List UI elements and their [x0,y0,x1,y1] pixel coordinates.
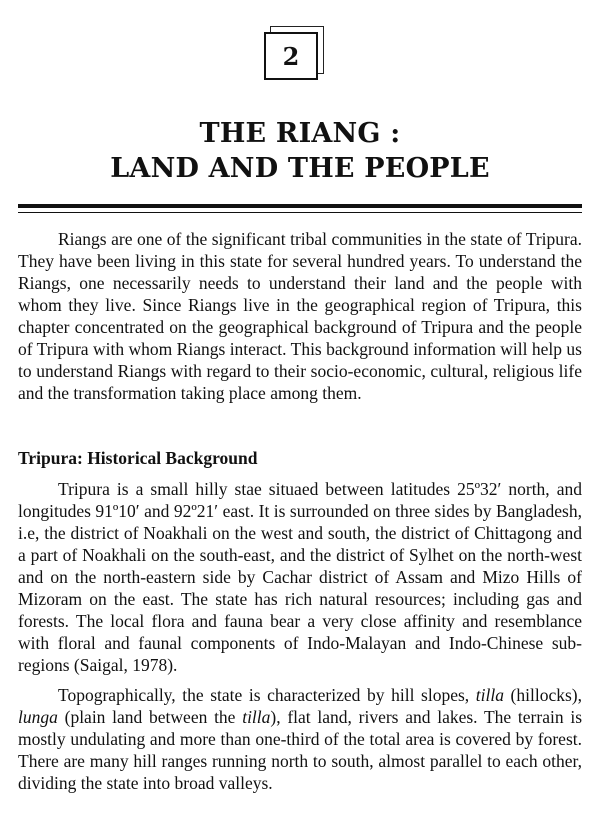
intro-paragraph: Riangs are one of the significant tribal communities in the state of Tripura. They have been living in this state for several hundred years. To understand the Riangs, one necessarily needs to understand their land and the people with whom they live. Since Riangs live in the geographical region of Tripura, this chapter concentrated on the geographical background of Tripura and the people of Tripura with whom Riangs interact. This background information will help us to understand Riangs with regard to their socio-economic, cultural, religious life and the transformation taking place among them. [18,229,582,403]
chapter-number: 2 [264,32,318,80]
term-lunga: lunga [18,707,58,727]
term-tilla: tilla [475,685,504,705]
section-paragraph-1: Tripura is a small hilly stae situaed between latitudes 25º32′ north, and longitudes 91º10′ and 92º21′ east. It is surrounded on three sides by Bangladesh, i.e, the district of Noakhali on the west and south, the district of Chittagong and a part of Noakhali on the south-east, and the district of Sylhet on the north-west and on the north-eastern side by Cachar district of Assam and Mizo Hills of Mizoram on the east. The state has rich natural resources; including gas and forests. The local flora and fauna bear a very close affinity and resemblance with floral and faunal components of Indo-Malayan and Indo-Chinese sub-regions (Saigal, 1978). [18,479,582,675]
paragraph-2-text-a: Topographically, the state is characterized by hill slopes, [58,685,476,705]
section-paragraph-2 [18,684,582,794]
chapter-number-box [264,32,318,80]
title-divider-thin [18,212,582,213]
chapter-title-line-2: LAND AND THE PEOPLE [110,153,490,184]
section-heading: Tripura: Historical Background [18,448,258,468]
title-divider-thick [18,204,582,208]
term-tilla-2: tilla [242,707,271,727]
paragraph-2-text-d: ), flat land, rivers and lakes. The terrain is mostly undulating and more than one-third of the total area is covered by forest. There are many hill ranges running north to south, almost parallel to each other, dividing the state into broad valleys. [18,707,582,793]
paragraph-2-text-b: (hillocks), [503,685,582,705]
historical-background-section [18,478,582,794]
paragraph-2-text-c: (plain land between the [57,707,243,727]
intro-section [18,228,582,404]
chapter-title-line-1: THE RIANG : [199,118,401,149]
